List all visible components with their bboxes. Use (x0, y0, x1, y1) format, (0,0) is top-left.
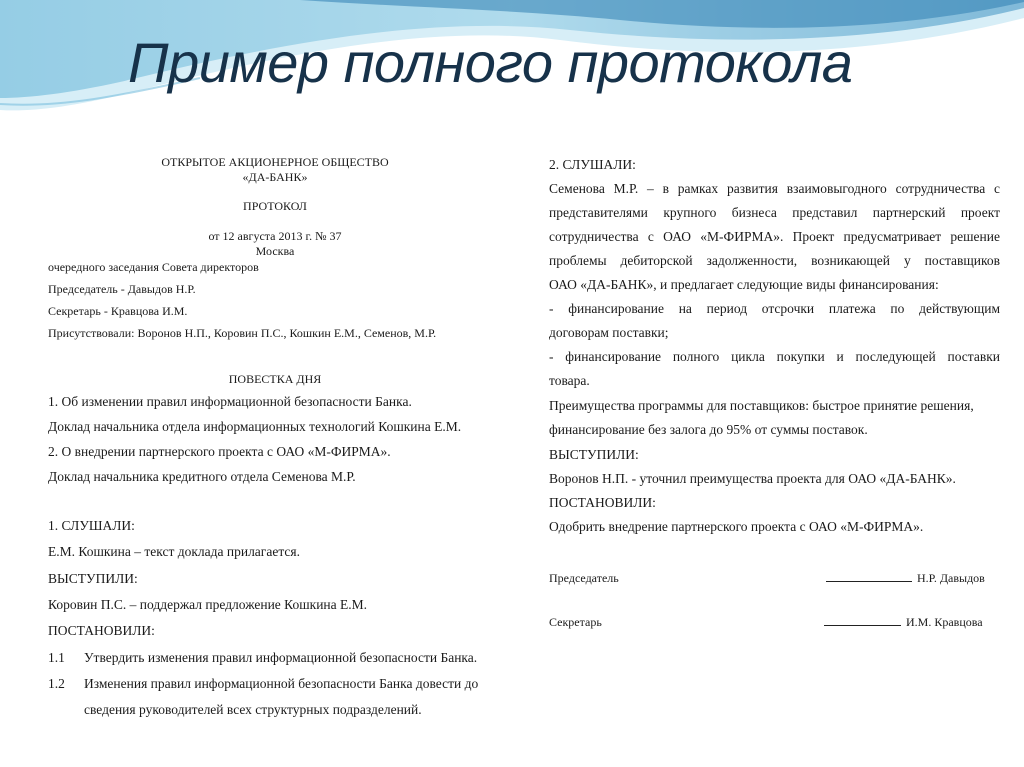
signature-secretary-name: И.М. Кравцова (906, 615, 983, 629)
financing-bullet-1: - финансирование на период отсрочки платежа по действующим (549, 301, 1000, 316)
resolved-2-heading: ПОСТАНОВИЛИ: (549, 495, 656, 510)
advantages-line2: финансирование без залога до 95% от суммы поставок. (549, 422, 868, 437)
heard-2-line2: представителями крупного бизнеса представил партнерский проект (549, 205, 1000, 220)
doc-type: ПРОТОКОЛ (243, 199, 307, 213)
agenda-title: ПОВЕСТКА ДНЯ (228, 372, 322, 386)
slide-title: Пример полного протокола (128, 31, 853, 94)
signature-chair-line (826, 566, 912, 587)
resolved-1-heading: ПОСТАНОВИЛИ: (48, 623, 155, 638)
heard-1-text: Е.М. Кошкина – текст доклада прилагается. (48, 544, 300, 559)
signature-chair-name: Н.Р. Давыдов (917, 571, 985, 585)
heard-2-line1: Семенова М.Р. – в рамках развития взаимовыгодного сотрудничества с (549, 181, 1000, 196)
org-bank-name: «ДА-БАНК» (242, 170, 308, 184)
financing-bullet-1-cont: договорам поставки; (549, 325, 669, 340)
signature-chair-label: Председатель (549, 571, 619, 585)
agenda-item-2: 2. О внедрении партнерского проекта с ОАО «М-ФИРМА». (48, 444, 391, 459)
resolution-1-2-line2: сведения руководителей всех структурных подразделений. (84, 702, 422, 717)
spoke-1-heading: ВЫСТУПИЛИ: (48, 571, 138, 586)
spoke-2-heading: ВЫСТУПИЛИ: (549, 447, 639, 462)
secretary: Секретарь - Кравцова И.М. (48, 304, 188, 318)
heard-1-heading: 1. СЛУШАЛИ: (48, 518, 135, 533)
heard-2-line4: проблемы дебиторской задолженности, возникающей у поставщиков (549, 253, 1000, 268)
doc-city: Москва (255, 244, 295, 258)
resolution-1-1: Утвердить изменения правил информационной безопасности Банка. (84, 650, 478, 665)
spoke-1-text: Коровин П.С. – поддержал предложение Кошкина Е.М. (48, 597, 368, 612)
chairman: Председатель - Давыдов Н.Р. (48, 282, 196, 296)
financing-bullet-2-cont: товара. (549, 373, 590, 388)
resolved-2-text: Одобрить внедрение партнерского проекта с ОАО «М-ФИРМА». (549, 519, 924, 534)
heard-2-line5: ОАО «ДА-БАНК», и предлагает следующие виды финансирования: (549, 277, 939, 292)
resolution-1-2-line1: Изменения правил информационной безопасности Банка довести до (84, 676, 479, 691)
meeting-type: очередного заседания Совета директоров (48, 260, 259, 274)
heard-2-line3: сотрудничества с ОАО «М-ФИРМА». Проект предусматривает решение (549, 229, 1000, 244)
spoke-2-text: Воронов Н.П. - уточнил преимущества проекта для ОАО «ДА-БАНК». (549, 471, 956, 486)
advantages-line1: Преимущества программы для поставщиков: быстрое принятие решения, (549, 398, 974, 413)
resolution-1-2-number: 1.2 (48, 676, 65, 691)
org-name: ОТКРЫТОЕ АКЦИОНЕРНОЕ ОБЩЕСТВО (161, 155, 389, 169)
signature-secretary-line (824, 610, 901, 631)
doc-date-number: от 12 августа 2013 г. № 37 (208, 229, 342, 243)
agenda-item-1-report: Доклад начальника отдела информационных технологий Кошкина Е.М. (48, 419, 462, 434)
agenda-item-2-report: Доклад начальника кредитного отдела Семенова М.Р. (48, 469, 356, 484)
financing-bullet-2: - финансирование полного цикла покупки и последующей поставки (549, 349, 1000, 364)
heard-2-heading: 2. СЛУШАЛИ: (549, 157, 636, 172)
signature-secretary-label: Секретарь (549, 615, 602, 629)
attendees: Присутствовали: Воронов Н.П., Коровин П.С., Кошкин Е.М., Семенов, М.Р. (48, 326, 437, 340)
resolution-1-1-number: 1.1 (48, 650, 65, 665)
agenda-item-1: 1. Об изменении правил информационной безопасности Банка. (48, 394, 412, 409)
